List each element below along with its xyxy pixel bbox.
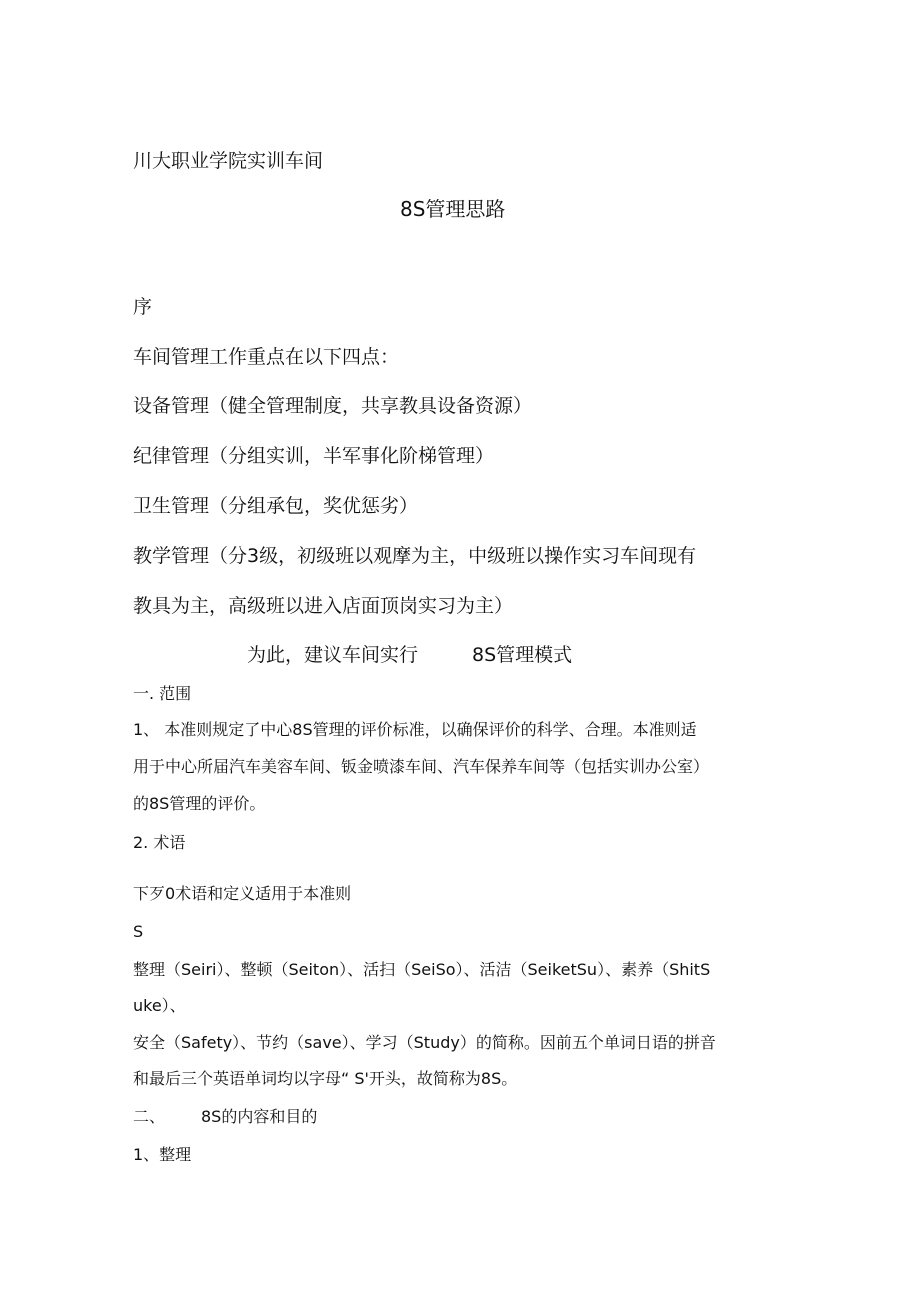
section2-line: 整理（Seiri）、整顿（Seiton）、活扫（SeiSo）、活洁（SeiketSu）、素养（ShitS [133,960,711,979]
document-title: 8S管理思路 [400,197,506,221]
section1-line: 用于中心所届汽车美容车间、钣金喷漆车间、汽车保养车间等（包括实训办公室） [133,757,710,776]
section1-heading: 一. 范围 [133,684,192,703]
section2-line: 安全（Safety）、节约（save）、学习（Study）的简称。因前五个单词日语的拼音 [133,1033,716,1052]
section2-line: uke）、 [133,996,186,1015]
section2-intro: 下歹0术语和定义适用于本准则 [133,884,352,903]
preface-intro: 车间管理工作重点在以下四点： [133,346,400,368]
section2-term: S [133,922,144,941]
preface-point: 设备管理（健全管理制度，共享教具设备资源） [133,395,533,417]
org-heading: 川大职业学院实训车间 [133,150,324,172]
section2-heading: 2. 术语 [133,833,186,852]
section1-line: 1、 本准则规定了中心8S管理的评价标准，以确保评价的科学、合理。本准则适 [133,720,697,739]
section2-line: 和最后三个英语单词均以字母“ S'开头，故简称为8S。 [133,1069,518,1088]
section1-line: 的8S管理的评价。 [133,794,266,813]
proposal-text-left: 为此，建议车间实行 [247,644,419,666]
preface-heading: 序 [133,296,153,318]
section3-number: 二、 [133,1107,166,1126]
preface-point: 卫生管理（分组承包，奖优惩劣） [133,495,419,517]
preface-point: 纪律管理（分组实训，半军事化阶梯管理） [133,445,495,467]
section3-title: 8S的内容和目的 [201,1107,318,1126]
section3-sub1: 1、整理 [133,1145,192,1164]
proposal-text-right: 8S管理模式 [472,644,573,666]
preface-point: 教具为主，高级班以进入店面顶岗实习为主） [133,595,514,617]
preface-point: 教学管理（分3级，初级班以观摩为主，中级班以操作实习车间现有 [133,545,697,567]
